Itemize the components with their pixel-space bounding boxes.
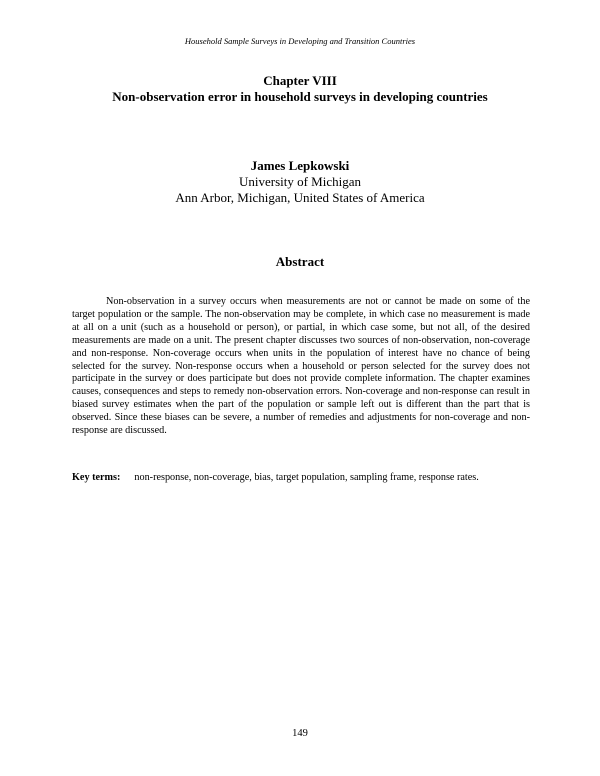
running-header: Household Sample Surveys in Developing and Transition Countries <box>184 36 416 46</box>
abstract-heading: Abstract <box>275 254 325 269</box>
key-terms <box>72 472 530 485</box>
author-name: James Lepkowski <box>250 158 350 173</box>
author-location: Ann Arbor, Michigan, United States of America <box>175 190 425 205</box>
key-terms-text: non-response, non-coverage, bias, target population, sampling frame, response rates. <box>134 472 479 483</box>
abstract-text: Non-observation in a survey occurs when measurements are not or cannot be made on some of the target population or the sample. The non-observation may be complete, in which case no measurement is made at all on a unit (such as a household or person), or partial, in which case some, but not all, of the desired measurements are made on a unit. The present chapter discusses two sources of non-observation, non-coverage and non-response. Non-coverage occurs when units in the population of interest have no chance of being selected for the survey. Non-response occurs when a household or person selected for the survey does not participate in the survey or does participate but does not provide complete information. The chapter examines causes, consequences and steps to remedy non-observation errors. Non-coverage and non-response can result in biased survey estimates when the part of the population or sample left out is different than the part that is observed. Since these biases can be severe, a number of remedies and adjustments for non-coverage and non-response are discussed. <box>72 296 530 437</box>
key-terms-label <box>72 472 120 483</box>
author-affiliation: University of Michigan <box>238 174 362 189</box>
author-block <box>0 158 600 206</box>
key-terms-separator: : <box>116 472 121 483</box>
page-number: 149 <box>292 728 308 739</box>
chapter-title: Non-observation error in household surveys in developing countries <box>112 89 488 104</box>
chapter-heading <box>0 73 600 105</box>
key-terms-label-text: Key terms <box>72 472 117 483</box>
chapter-number: Chapter VIII <box>263 73 337 88</box>
